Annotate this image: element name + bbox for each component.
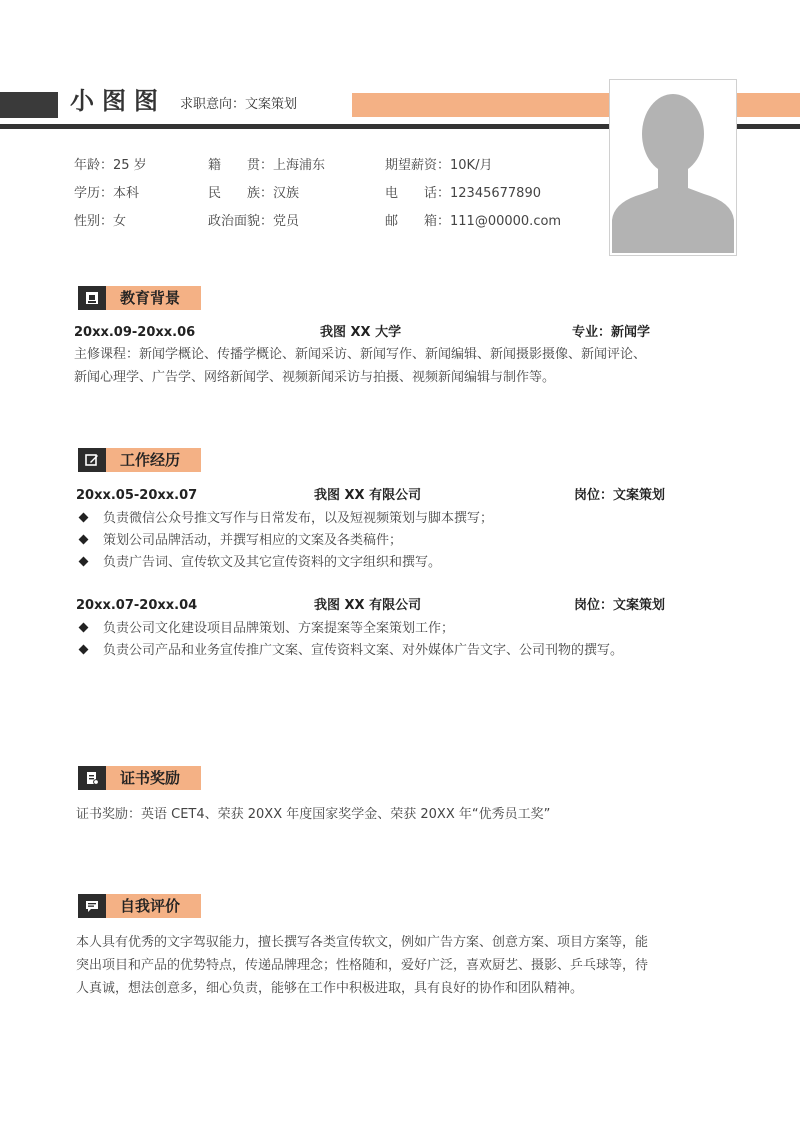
diamond-bullet-icon — [79, 535, 89, 545]
edu-courses-line1: 主修课程：新闻学概论、传播学概论、新闻采访、新闻写作、新闻编辑、新闻摄影摄像、新闻评论、 — [74, 347, 647, 362]
diamond-bullet-icon — [79, 645, 89, 655]
edu-courses-line2: 新闻心理学、广告学、网络新闻学、视频新闻采访与拍摄、视频新闻编辑与制作等。 — [74, 370, 556, 385]
job1-bullet-text: 策划公司品牌活动，并撰写相应的文案及各类稿件； — [103, 533, 403, 548]
work-icon-box — [78, 448, 106, 472]
info-phone-value: 12345677890 — [450, 186, 541, 201]
info-age: 年龄：25 岁 — [74, 158, 147, 173]
job2-bullet — [80, 618, 454, 640]
info-origin-value: 上海浦东 — [273, 158, 326, 173]
job-intent: 求职意向：文案策划 — [180, 97, 298, 112]
job1-position: 岗位：文案策划 — [574, 488, 666, 503]
education-title: 教育背景 — [120, 289, 181, 307]
job2-bullet — [80, 640, 623, 662]
self-line3: 人真诚，想法创意多，细心负责，能够在工作中积极进取，具有良好的协作和团队精神。 — [76, 981, 584, 996]
info-gender: 性别：女 — [74, 214, 127, 229]
info-ethnic-label: 民 族： — [208, 186, 274, 201]
info-origin-label: 籍 贯： — [208, 158, 274, 173]
job1-bullet — [80, 530, 402, 552]
edu-school: 我图 XX 大学 — [320, 325, 402, 340]
info-email-value: 111@00000.com — [450, 214, 562, 229]
work-title: 工作经历 — [120, 451, 181, 469]
cert-text: 证书奖励：英语 CET4、荣获 20XX 年度国家奖学金、荣获 20XX 年“优秀员工奖” — [76, 807, 551, 822]
self-line2: 突出项目和产品的优势特点，传递品牌理念；性格随和，爱好广泛，喜欢厨艺、摄影、乒乓球等，待 — [76, 958, 649, 973]
edu-period: 20xx.09-20xx.06 — [74, 325, 196, 340]
self-title: 自我评价 — [120, 897, 181, 915]
job1-bullet-text: 负责广告词、宣传软文及其它宣传资料的文字组织和撰写。 — [103, 555, 442, 570]
job1-bullet — [80, 508, 493, 530]
info-origin — [208, 157, 325, 175]
job1-period: 20xx.05-20xx.07 — [76, 488, 198, 503]
candidate-name: 小图图 — [70, 87, 166, 115]
comment-icon — [85, 899, 99, 913]
avatar — [612, 82, 734, 253]
diamond-bullet-icon — [79, 557, 89, 567]
info-salary: 期望薪资：10K/月 — [385, 158, 493, 173]
info-education: 学历：本科 — [74, 186, 140, 201]
self-icon-box — [78, 894, 106, 918]
info-phone-label: 电 话： — [385, 186, 451, 201]
info-politics-label: 政治面貌： — [208, 214, 274, 229]
info-ethnic — [208, 185, 299, 203]
diamond-bullet-icon — [79, 623, 89, 633]
info-email — [385, 213, 561, 231]
person-silhouette-icon — [612, 82, 734, 253]
certificate-icon — [85, 771, 99, 785]
edit-icon — [85, 453, 99, 467]
cert-title: 证书奖励 — [120, 769, 181, 787]
info-politics-value: 党员 — [273, 214, 300, 229]
info-email-label: 邮 箱： — [385, 214, 451, 229]
diamond-bullet-icon — [79, 513, 89, 523]
edu-major: 专业：新闻学 — [572, 325, 651, 340]
job1-bullet-text: 负责微信公众号推文写作与日常发布，以及短视频策划与脚本撰写； — [103, 511, 494, 526]
job2-company: 我图 XX 有限公司 — [314, 598, 422, 613]
job2-period: 20xx.07-20xx.04 — [76, 598, 198, 613]
job1-company: 我图 XX 有限公司 — [314, 488, 422, 503]
info-politics — [208, 213, 299, 231]
graduation-icon — [85, 291, 99, 305]
self-line1: 本人具有优秀的文字驾驭能力，擅长撰写各类宣传软文，例如广告方案、创意方案、项目方案等，能 — [76, 935, 649, 950]
education-icon-box — [78, 286, 106, 310]
cert-icon-box — [78, 766, 106, 790]
header-dark-block — [0, 92, 58, 118]
job1-bullet — [80, 552, 441, 574]
job2-position: 岗位：文案策划 — [574, 598, 666, 613]
job2-bullet-text: 负责公司产品和业务宣传推广文案、宣传资料文案、对外媒体广告文字、公司刊物的撰写。 — [103, 643, 624, 658]
info-ethnic-value: 汉族 — [273, 186, 300, 201]
info-phone — [385, 185, 541, 203]
job2-bullet-text: 负责公司文化建设项目品牌策划、方案提案等全案策划工作； — [103, 621, 455, 636]
